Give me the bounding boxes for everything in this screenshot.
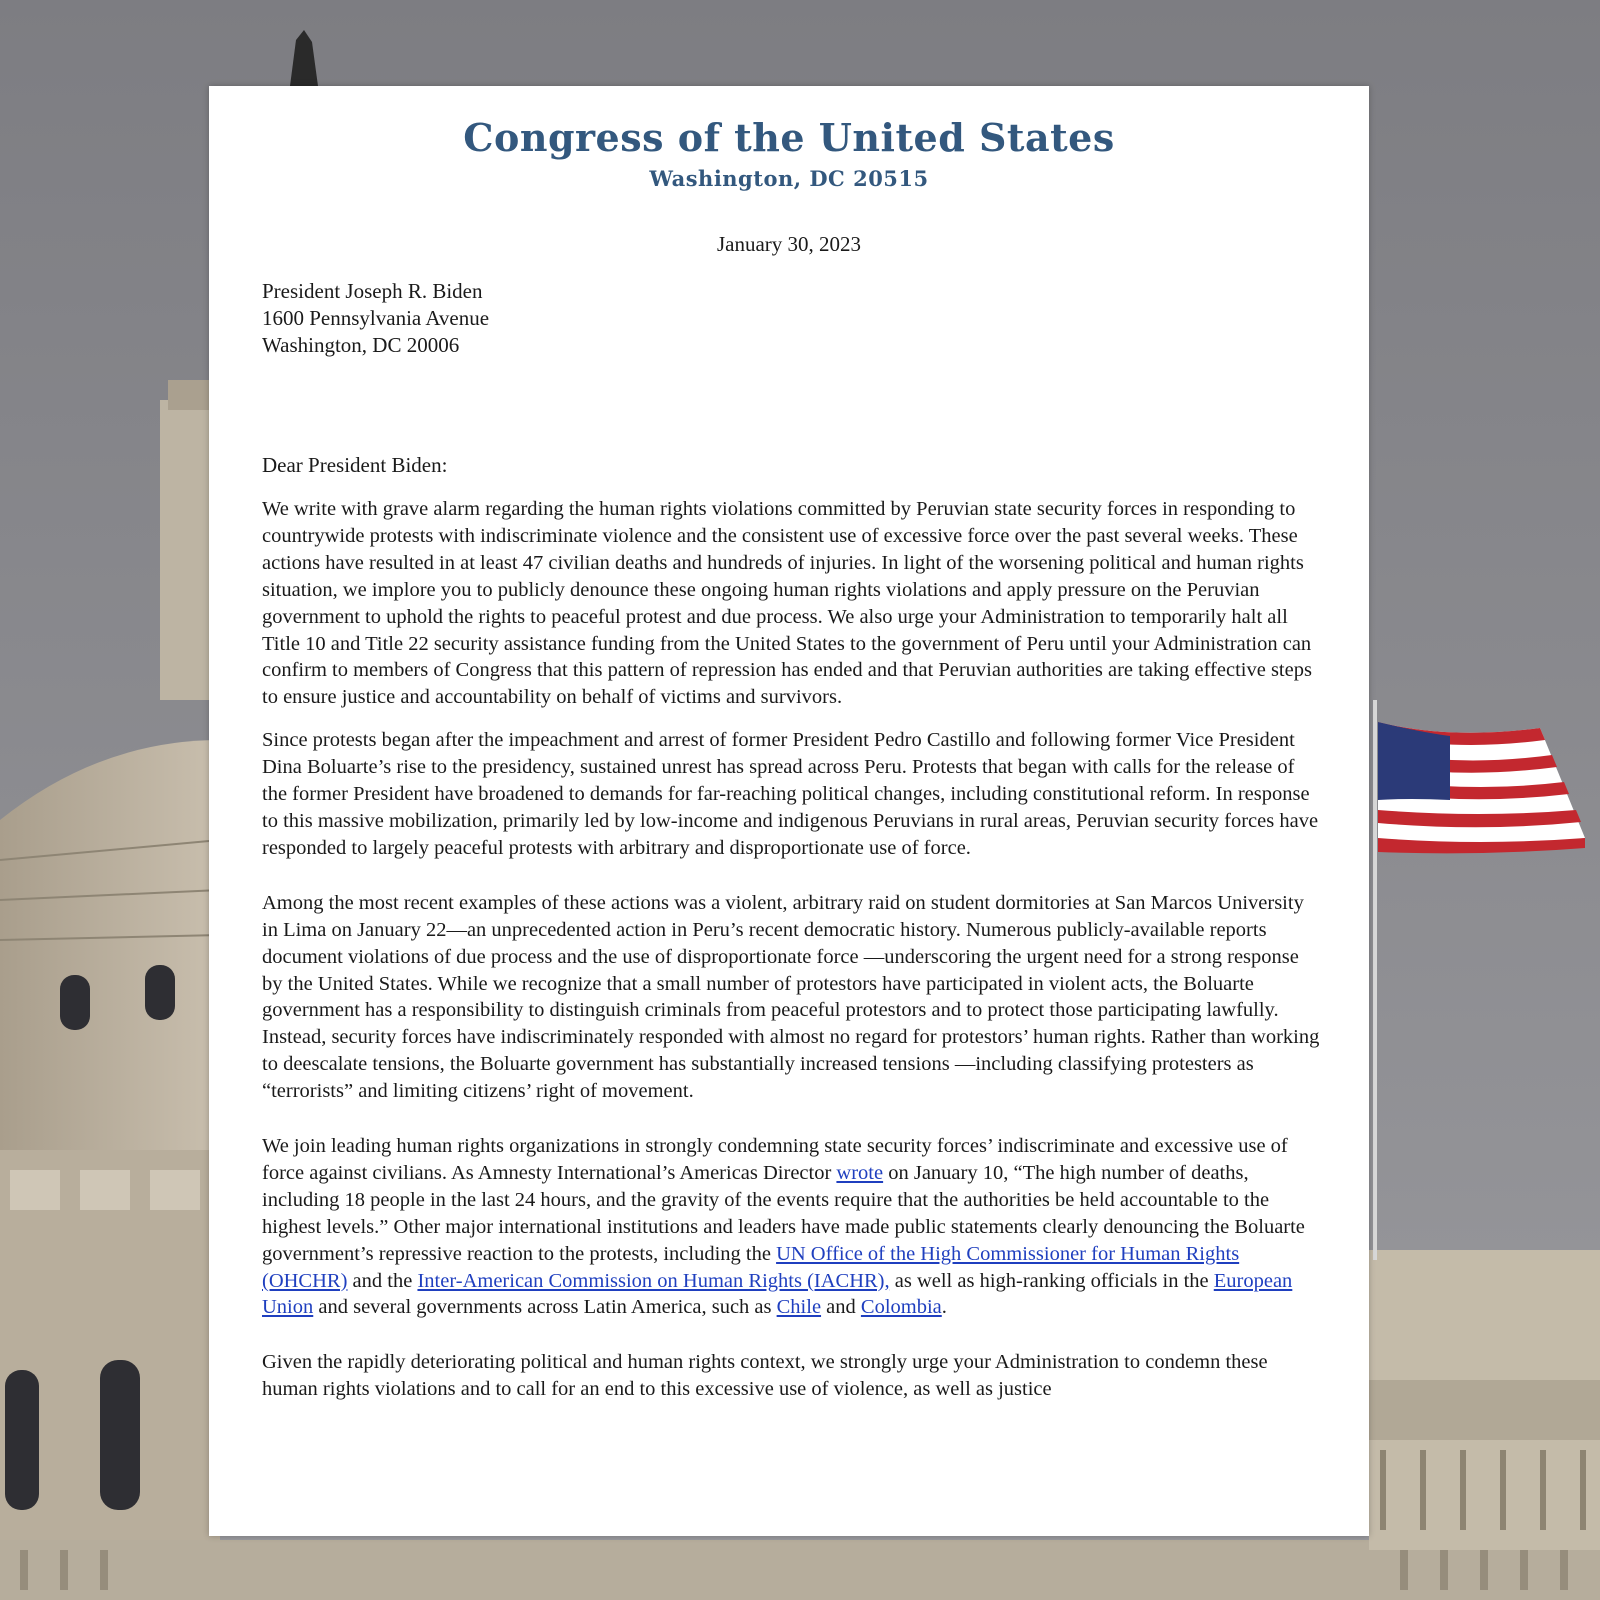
p4-text-7: . <box>941 1296 947 1319</box>
paragraph-3: Among the most recent examples of these actions was a violent, arbitrary raid on student dormitories at San Marcos University in Lima on January 22—an unprecedented action in Peru’s recent democratic history. Numerous publicly-available reports document violations of due process and the use of disproportionate force —underscoring the urgent need for a strong response by the United States. While we recognize that a small number of protestors have participated in violent acts, the Boluarte government has a responsibility to distinguish criminals from peaceful protestors and to protect those participating lawfully. Instead, security forces have indiscriminately responded with almost no regard for protestors’ human rights. Rather than working to deescalate tensions, the Boluarte government has substantially increased tensions —including classifying protesters as “terrorists” and limiting citizens’ right of movement. <box>262 891 1320 1103</box>
link-european-union[interactable]: European Union <box>262 1269 1293 1319</box>
link-colombia[interactable]: Colombia <box>860 1296 942 1319</box>
recipient-address <box>262 278 489 359</box>
letterhead-title: Congress of the United States <box>463 115 1115 160</box>
p4-text-1: We join leading human rights organizations in strongly condemning state security forces’ indiscriminate and excessive use of force against civilians. As Amnesty International’s Americas Director <box>262 1135 1288 1184</box>
letter-page <box>209 86 1369 1536</box>
p4-text-3: and the <box>347 1269 418 1292</box>
link-ohchr[interactable]: UN Office of the High Commissioner for Human Rights (OHCHR) <box>262 1242 1240 1292</box>
letter-date: January 30, 2023 <box>716 232 862 256</box>
salutation: Dear President Biden: <box>262 453 448 477</box>
p4-text-5: and several governments across Latin America, such as <box>313 1296 777 1319</box>
letter-body <box>262 496 1320 1403</box>
letterhead <box>209 114 1369 194</box>
recipient-name: President Joseph R. Biden <box>262 279 483 303</box>
paragraph-5: Given the rapidly deteriorating political and human rights context, we strongly urge your Administration to condemn these human rights violations and to call for an end to this excessive use of violence, as well as justice <box>262 1351 1268 1401</box>
paragraph-2: Since protests began after the impeachment and arrest of former President Pedro Castillo and following former Vice President Dina Boluarte’s rise to the presidency, sustained unrest has spread across Peru. Protests that began with calls for the release of the former President have broadened to demands for far-reaching political changes, including constitutional reform. In response to this massive mobilization, primarily led by low-income and indigenous Peruvians in rural areas, Peruvian security forces have responded to largely peaceful protests with arbitrary and disproportionate use of force. <box>262 729 1319 859</box>
p4-text-4: as well as high-ranking officials in the <box>889 1269 1214 1292</box>
link-iachr[interactable]: Inter-American Commission on Human Rights (IACHR), <box>417 1269 890 1292</box>
paragraph-1: We write with grave alarm regarding the human rights violations committed by Peruvian state security forces in responding to countrywide protests with indiscriminate violence and the consistent use of excessive force over the past several weeks. These actions have resulted in at least 47 civilian deaths and hundreds of injuries. In light of the worsening political and human rights situation, we implore you to publicly denounce these ongoing human rights violations and apply pressure on the Peruvian government to uphold the rights to peaceful protest and due process. We also urge your Administration to temporarily halt all Title 10 and Title 22 security assistance funding from the United States to the government of Peru until your Administration can confirm to members of Congress that this pattern of repression has ended and that Peruvian authorities are taking effective steps to ensure justice and accountability on behalf of victims and survivors. <box>262 498 1312 709</box>
p4-text-6: and <box>821 1296 861 1319</box>
recipient-city: Washington, DC 20006 <box>262 333 460 357</box>
letterhead-address: Washington, DC 20515 <box>649 166 929 191</box>
paragraph-4 <box>262 1133 1320 1321</box>
p4-text-2: on January 10, “The high number of deaths, including 18 people in the last 24 hours, and the gravity of the events require that the authorities be held accountable to the highest levels.” Other major international institutions and leaders have made public statements clearly denouncing the Boluarte government’s repressive reaction to the protests, including the <box>262 1161 1305 1265</box>
link-wrote[interactable]: wrote <box>836 1161 884 1184</box>
link-chile[interactable]: Chile <box>776 1296 822 1319</box>
recipient-street: 1600 Pennsylvania Avenue <box>262 306 490 330</box>
